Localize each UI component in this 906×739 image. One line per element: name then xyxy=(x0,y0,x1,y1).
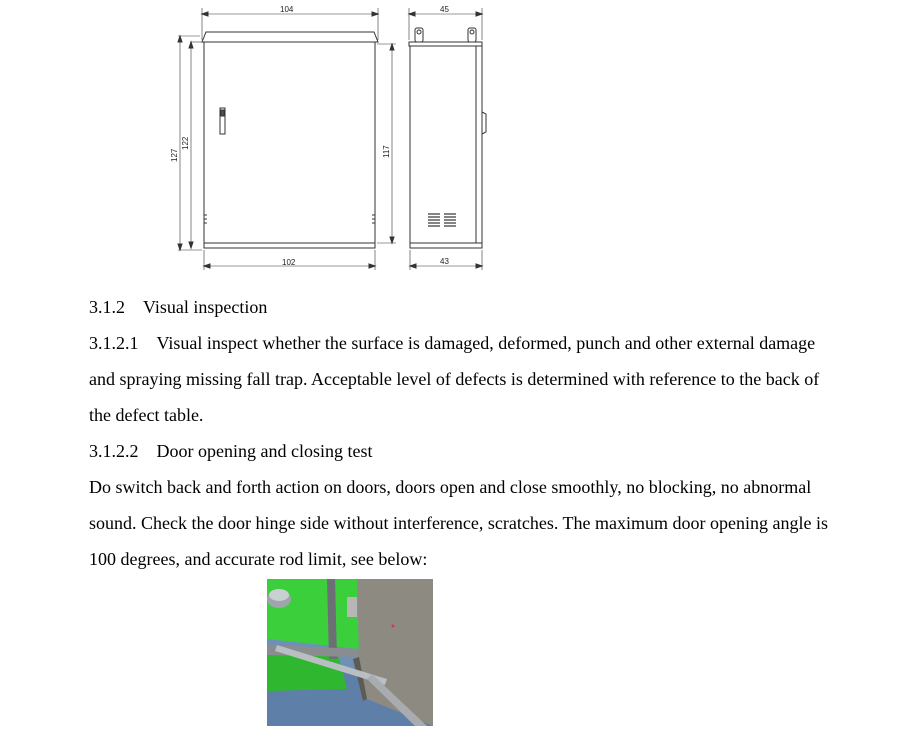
document-body xyxy=(89,289,859,577)
paragraph-line: sound. Check the door hinge side without interference, scratches. The maximum door opening angle is xyxy=(89,513,828,533)
dim-front-width-top: 104 xyxy=(280,5,294,14)
door-limit-rod-image xyxy=(267,579,433,726)
section-heading xyxy=(89,289,859,325)
subsection-text: Visual inspect whether the surface is damaged, deformed, punch and other external damage xyxy=(156,333,816,353)
subsection-title: Door opening and closing test xyxy=(156,441,373,461)
paragraph-line: and spraying missing fall trap. Acceptable level of defects is determined with reference to the back of xyxy=(89,369,820,389)
subsection-number: 3.1.2.2 xyxy=(89,441,139,461)
dim-front-height-outer: 127 xyxy=(170,148,179,162)
dim-front-height-right: 117 xyxy=(382,145,391,158)
section-title: Visual inspection xyxy=(143,297,268,317)
dim-front-height-inner: 122 xyxy=(181,136,190,150)
dim-front-width-bottom: 102 xyxy=(282,258,296,267)
subsection-number: 3.1.2.1 xyxy=(89,333,139,353)
paragraph-line: the defect table. xyxy=(89,405,204,425)
paragraph-line: Do switch back and forth action on doors, doors open and close smoothly, no blocking, no abnormal xyxy=(89,477,812,497)
dim-side-depth-bottom: 43 xyxy=(440,257,449,266)
section-number: 3.1.2 xyxy=(89,297,125,317)
subsection-heading xyxy=(89,433,859,469)
cabinet-drawing xyxy=(160,0,500,275)
paragraph-line: 100 degrees, and accurate rod limit, see below: xyxy=(89,549,428,569)
cabinet-drawing-svg xyxy=(160,0,500,275)
subsection-heading xyxy=(89,325,859,361)
dim-side-depth-top: 45 xyxy=(440,5,449,14)
